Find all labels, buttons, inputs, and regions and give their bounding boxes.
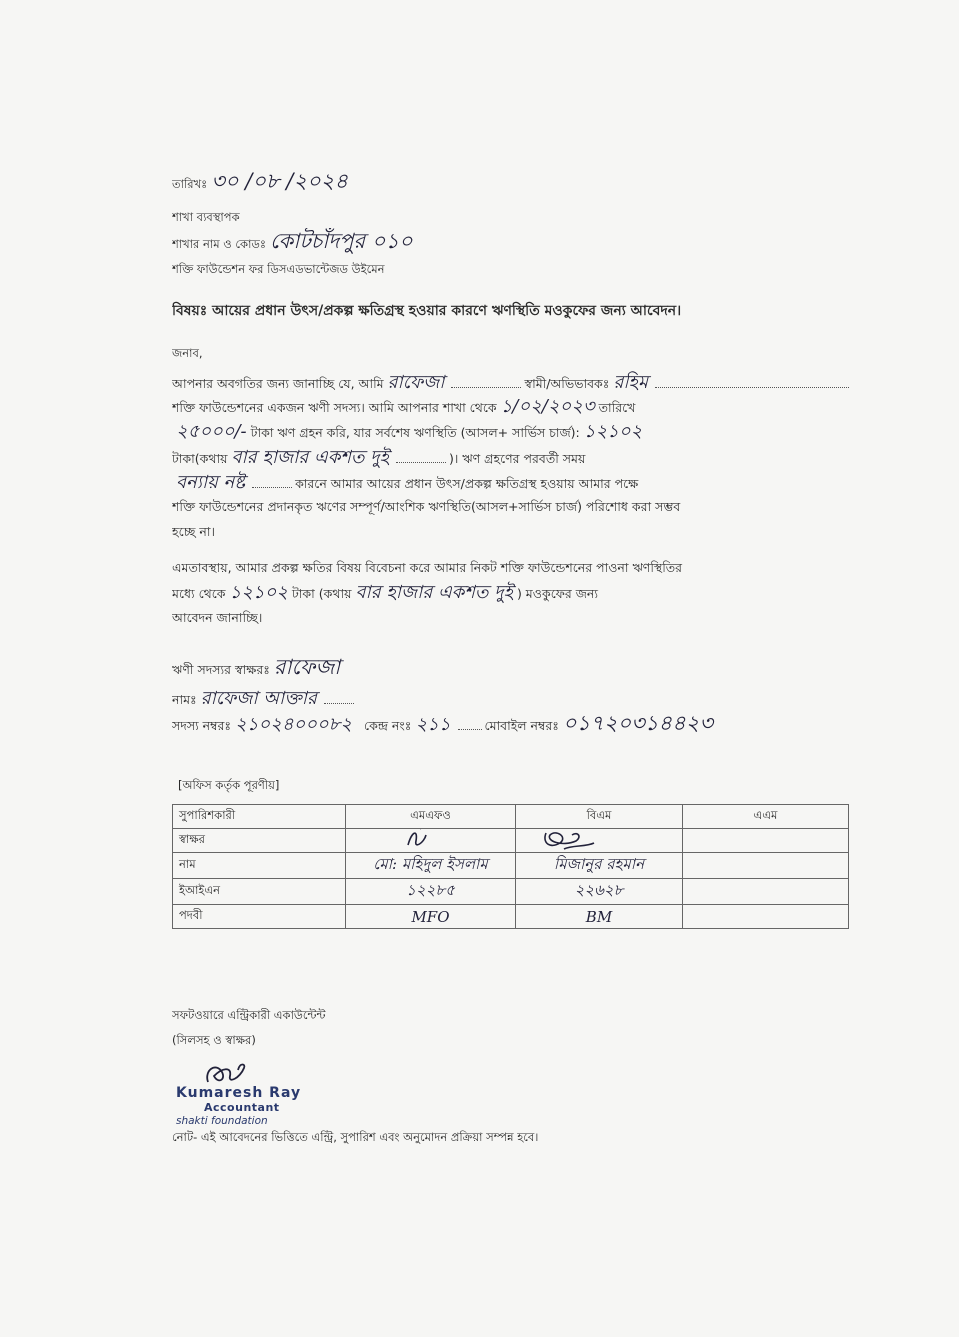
subject-line: বিষয়ঃ আয়ের প্রধান উৎস/প্রকল্প ক্ষতিগ্রস্থ হওয়ার কারণে ঋণস্থিতি মওকুফের জন্য আবেদন।: [172, 303, 682, 319]
header-bm: বিএম: [516, 805, 683, 829]
table-row-ein: [173, 879, 849, 905]
branch-label: শাখার নাম ও কোডঃ: [172, 237, 267, 251]
waiver-words-handwritten: বার হাজার একশত দুই: [355, 582, 513, 603]
header-mfo: এমএফও: [346, 805, 516, 829]
body-line-6: শক্তি ফাউন্ডেশনের প্রদানকৃত ঋণের সম্পূর্ণ/আংশিক ঋণস্থিতি(আসল+সার্ভিস চার্জ) পরিশোধ করা সম্ভব: [172, 499, 681, 514]
header-recommender: সুপারিশকারী: [173, 805, 346, 829]
body-text: টাকা(কথায়: [172, 451, 228, 466]
row-label-name: নাম: [173, 853, 346, 879]
row-label-ein: ইআইএন: [173, 879, 346, 905]
body-text: আপনার অবগতির জন্য জানাচ্ছি যে, আমি: [172, 376, 384, 391]
fill-dots: [458, 728, 482, 730]
footer-note: নোট- এই আবেদনের ভিত্তিতে এন্ট্রি, সুপারিশ এবং অনুমোদন প্রক্রিয়া সম্পন্ন হবে।: [172, 1130, 539, 1144]
guardian-name-handwritten: রহিম: [613, 372, 648, 393]
mfo-name: মো: মহিদুল ইসলাম: [346, 853, 516, 879]
fill-dots: [324, 702, 354, 704]
am-ein: [683, 879, 849, 905]
member-no-label: সদস্য নম্বরঃ: [172, 718, 232, 733]
body-p2-line-1: এমতাবস্থায়, আমার প্রকল্প ক্ষতির বিষয় বিবেচনা করে আমার নিকট শক্তি ফাউন্ডেশনের পাওনা ঋণস্থিতির: [172, 560, 683, 575]
am-designation: [683, 905, 849, 929]
body-text: টাকা (কথায়: [292, 586, 352, 601]
accountant-signature-scribble: [200, 1058, 260, 1088]
body-line-7: হচ্ছে না।: [172, 524, 215, 539]
bm-ein: ২২৬২৮: [516, 879, 683, 905]
header-am: এএম: [683, 805, 849, 829]
loan-amount-handwritten: ২৫০০০/-: [176, 421, 247, 442]
branch-line: [172, 228, 852, 254]
member-name-line: [172, 686, 852, 712]
guardian-label: স্বামী/অভিভাবকঃ: [524, 376, 610, 391]
table-row-signature: [173, 829, 849, 853]
center-label: কেন্দ্র নংঃ: [364, 718, 412, 733]
member-numbers-line: [172, 710, 852, 736]
row-label-designation: পদবী: [173, 905, 346, 929]
date-value: ৩০ /০৮ /২০২৪: [211, 169, 348, 193]
member-name-handwritten: রাফেজা আক্তার: [200, 688, 317, 709]
table-header-row: [173, 805, 849, 829]
body-line-5: [172, 470, 852, 496]
name-label: নামঃ: [172, 692, 197, 707]
table-row-designation: [173, 905, 849, 929]
cause-handwritten: বন্যায় নষ্ট: [176, 472, 246, 493]
body-p2-line-2: [172, 580, 852, 606]
body-text: টাকা ঋণ গ্রহন করি, যার সর্বশেষ ঋণস্থিতি (আসল+ সার্ভিস চার্জ):: [250, 425, 580, 440]
seal-label: (সিলসহ ও স্বাক্ষর): [172, 1033, 256, 1047]
bm-signature-scribble: [516, 829, 676, 853]
mobile-handwritten: ০১৭২০৩১৪৪২৩: [562, 711, 713, 735]
waiver-amount-handwritten: ১২১০২: [229, 582, 288, 603]
loan-date-handwritten: ১/০২/২০২৩: [500, 396, 595, 417]
office-section-title: [অফিস কর্তৃক পূরণীয়]: [178, 778, 280, 792]
mfo-signature-scribble: [346, 829, 506, 853]
stamp-name: Kumaresh Ray: [176, 1085, 302, 1101]
table-row-name: [173, 853, 849, 879]
body-p2-line-3: আবেদন জানাচ্ছি।: [172, 610, 263, 625]
body-text: মধ্যে থেকে: [172, 586, 226, 601]
body-text: )। ঋণ গ্রহণের পরবর্তী সময়: [448, 451, 586, 466]
recipient: শাখা ব্যবস্থাপক: [172, 210, 240, 224]
outstanding-words-handwritten: বার হাজার একশত দুই: [231, 447, 389, 468]
body-text: ) মওকুফের জন্য: [516, 586, 598, 601]
stamp-organization: shakti foundation: [176, 1115, 268, 1127]
member-no-handwritten: ২১০২৪০০০৮২: [235, 714, 353, 735]
fill-dots: [252, 486, 292, 488]
body-text: তারিখে: [598, 400, 636, 415]
member-signature: রাফেজা: [273, 655, 341, 679]
fill-dots: [655, 386, 849, 388]
body-line-2: [172, 394, 852, 420]
body-line-3: [172, 419, 852, 445]
applicant-name-handwritten: রাফেজা: [387, 372, 445, 393]
bm-signature: [516, 829, 683, 853]
organization-name: শক্তি ফাউন্ডেশন ফর ডিসএডভান্টেজড উইমেন: [172, 262, 385, 276]
body-line-1: [172, 370, 852, 396]
branch-value: কোটচাঁদপুর ০১০: [270, 229, 413, 253]
am-name: [683, 853, 849, 879]
mfo-ein: ১২২৮৫: [346, 879, 516, 905]
body-text: কারনে আমার আয়ের প্রধান উৎস/প্রকল্প ক্ষতিগ্রস্থ হওয়ায় আমার পক্ষে: [295, 476, 639, 491]
office-table: [172, 804, 849, 929]
outstanding-handwritten: ১২১০২: [583, 421, 643, 442]
accountant-label: সফটওয়ারে এন্ট্রিকারী একাউন্টেন্ট: [172, 1008, 326, 1022]
row-label-signature: স্বাক্ষর: [173, 829, 346, 853]
mfo-signature: [346, 829, 516, 853]
date-label: তারিখঃ: [172, 177, 208, 191]
body-line-4: [172, 445, 852, 471]
signature-label: ঋণী সদস্যর স্বাক্ষরঃ: [172, 662, 270, 677]
am-signature: [683, 829, 849, 853]
mfo-designation: MFO: [346, 905, 516, 929]
fill-dots: [396, 461, 446, 463]
center-no-handwritten: ২১১: [415, 714, 451, 735]
stamp-title: Accountant: [204, 1101, 280, 1114]
date-line: [172, 168, 852, 194]
bm-designation: BM: [516, 905, 683, 929]
bm-name: মিজানুর রহমান: [516, 853, 683, 879]
mobile-label: মোবাইল নম্বরঃ: [484, 718, 559, 733]
body-text: শক্তি ফাউন্ডেশনের একজন ঋণী সদস্য। আমি আপনার শাখা থেকে: [172, 400, 497, 415]
salutation: জনাব,: [172, 346, 203, 360]
member-signature-line: [172, 654, 852, 680]
fill-dots: [451, 386, 521, 388]
